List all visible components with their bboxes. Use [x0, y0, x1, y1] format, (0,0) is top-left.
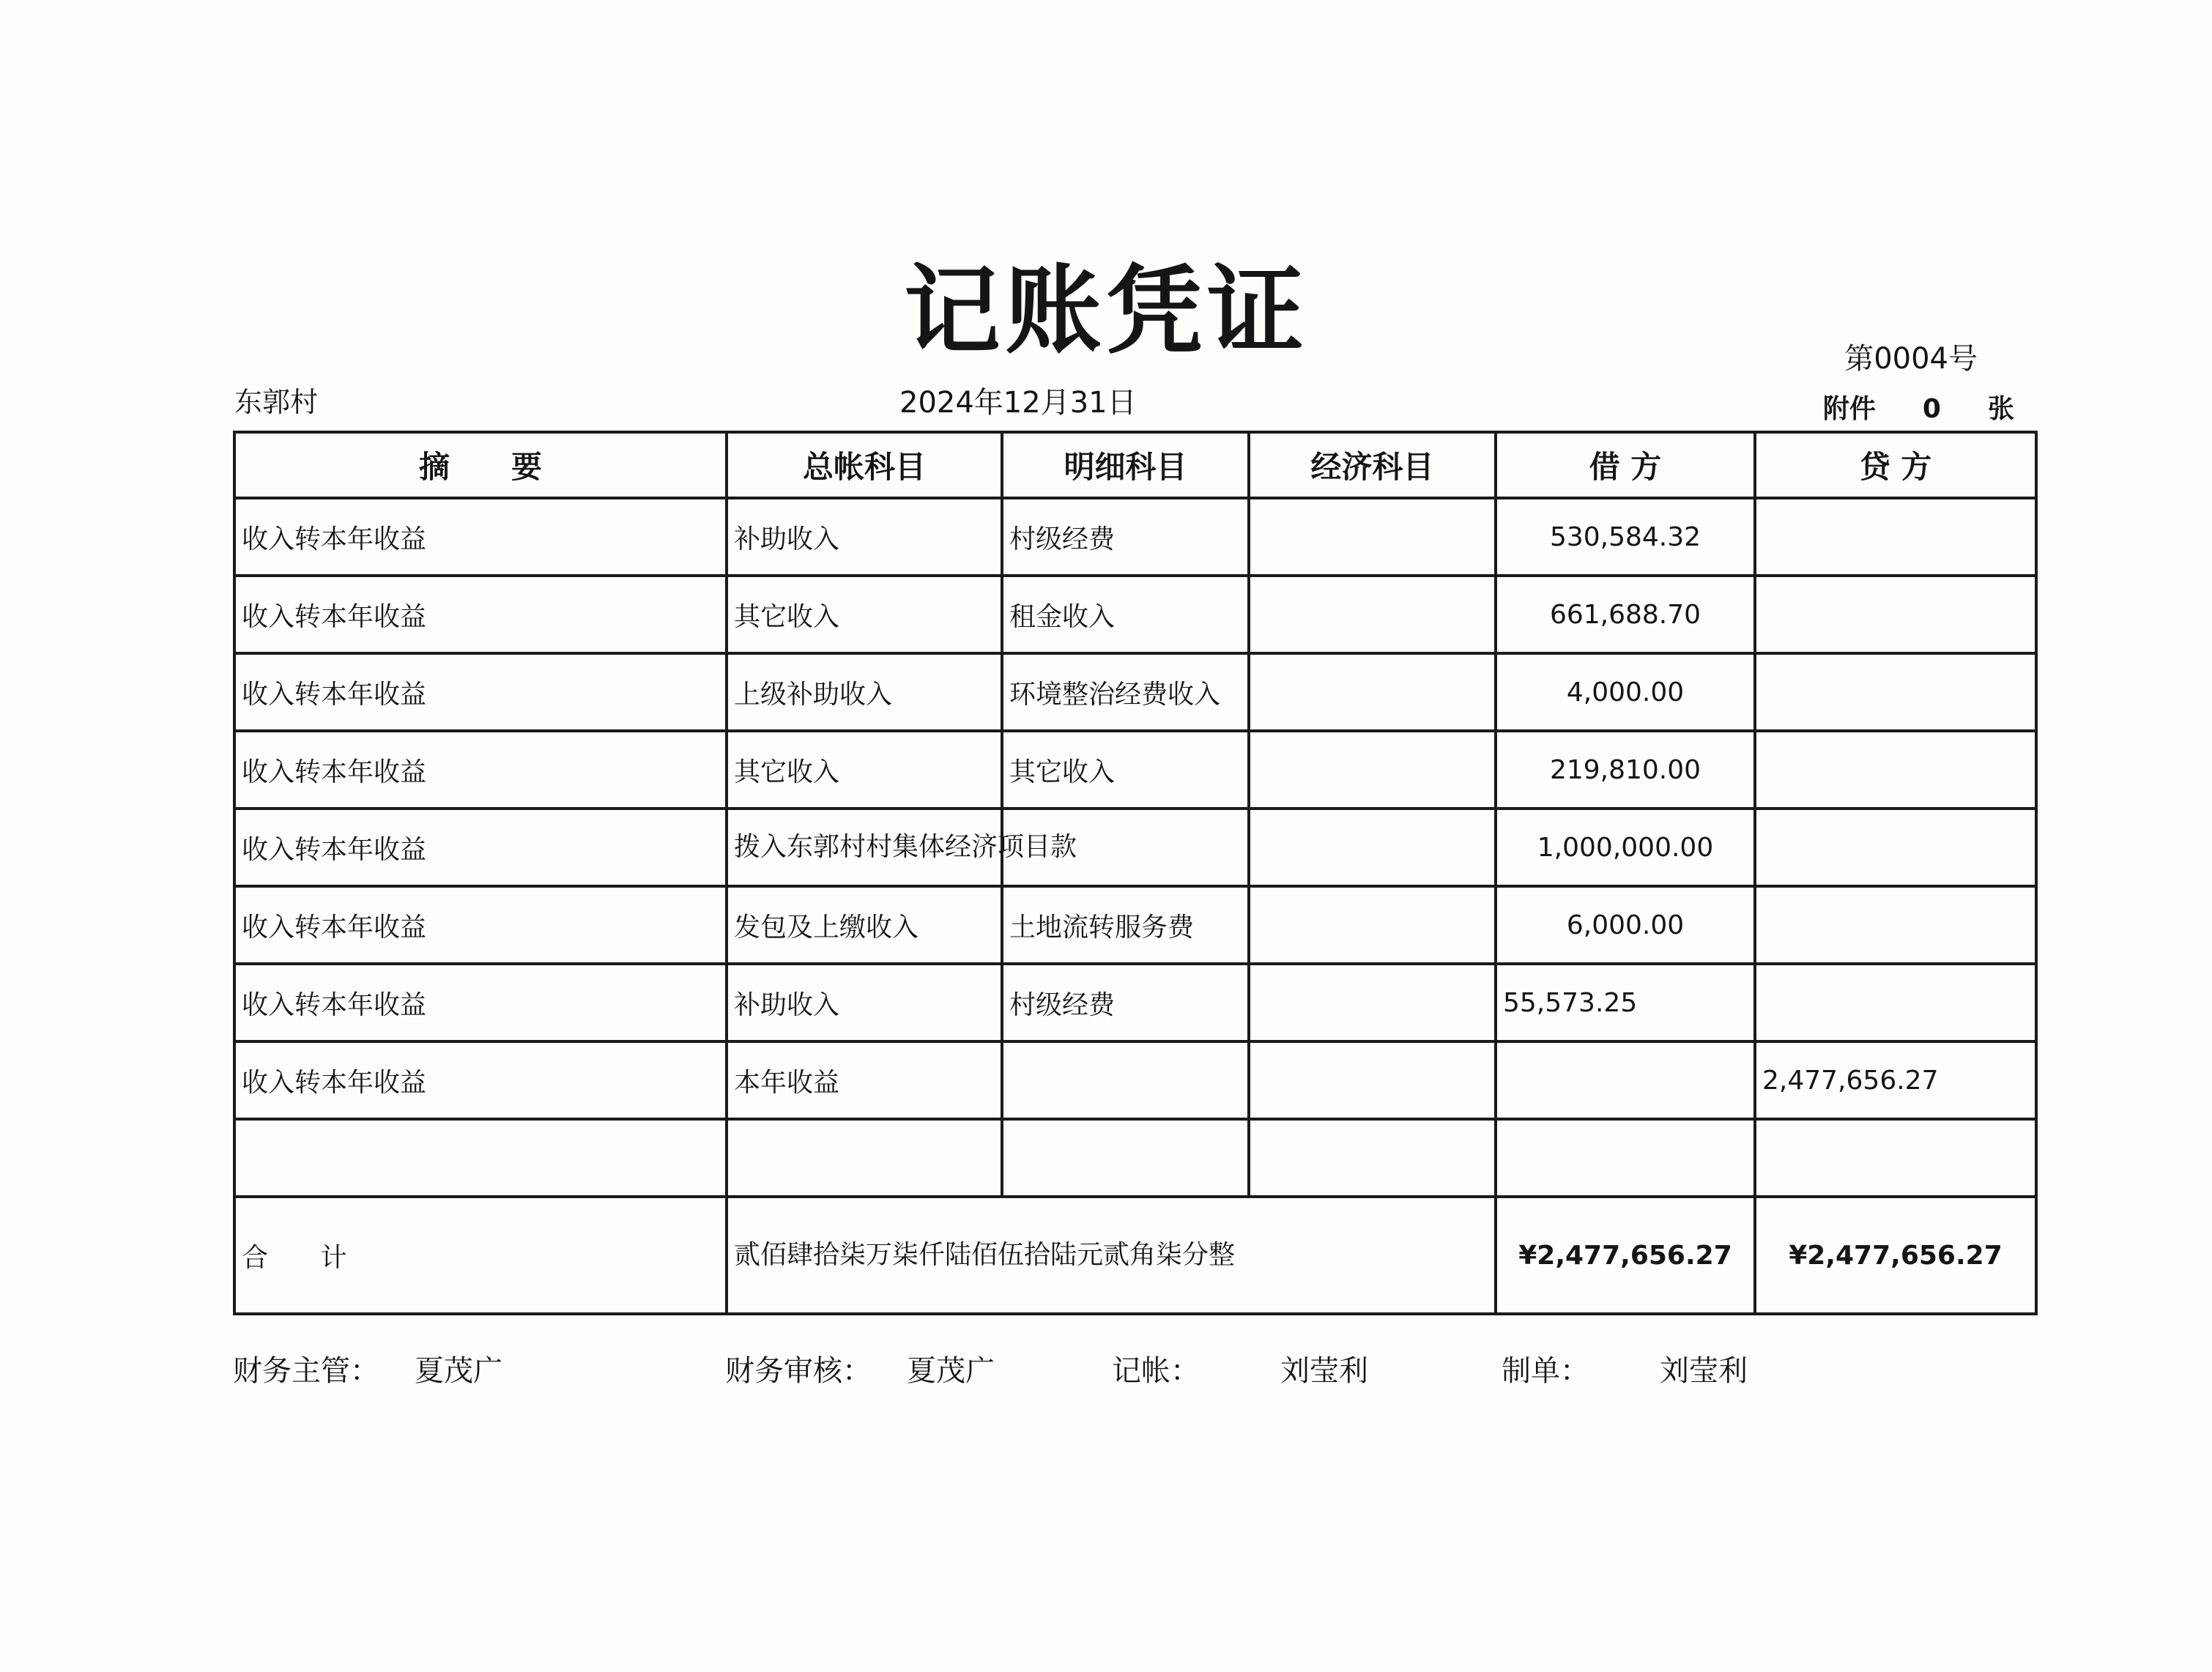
row-detail-account: 村级经费: [1002, 964, 1249, 1041]
voucher-title: 记账凭证: [904, 254, 1308, 368]
row-economic-account: [1249, 964, 1496, 1041]
table-row: [234, 886, 2036, 964]
row-detail-account: 租金收入: [1002, 576, 1249, 653]
voucher-date: 2024年12月31日: [899, 386, 1137, 420]
row-general-account: 补助收入: [727, 964, 1002, 1041]
attachments-number: 0: [1922, 394, 1941, 424]
header-detail-account: 明细科目: [1002, 432, 1249, 498]
table-row: [234, 731, 2036, 809]
signature-name: 夏茂广: [415, 1354, 502, 1388]
row-economic-account: [1249, 653, 1496, 731]
header-debit: 借 方: [1496, 432, 1755, 498]
signature-label: 记帐：: [1112, 1354, 1200, 1388]
row-economic-account: [1249, 498, 1496, 576]
row-debit: 6,000.00: [1496, 886, 1755, 964]
row-credit: [1755, 964, 2036, 1041]
header-economic-account: 经济科目: [1249, 432, 1496, 498]
row-credit: [1755, 809, 2036, 886]
attachments-count: [1823, 388, 2014, 426]
row-debit: 530,584.32: [1496, 498, 1755, 576]
voucher-number: 第0004号: [1844, 342, 1978, 376]
header-summary: 摘 要: [234, 432, 727, 498]
row-credit: [1755, 498, 2036, 576]
row-detail-account: 环境整治经费收入: [1002, 653, 1249, 731]
total-row: [234, 1197, 2036, 1314]
signature-label: 制单：: [1502, 1354, 1589, 1388]
row-general-account: 发包及上缴收入: [727, 886, 1002, 964]
row-general-account: 其它收入: [727, 576, 1002, 653]
row-credit: [1755, 886, 2036, 964]
header-general-account: 总帐科目: [727, 432, 1002, 498]
row-general-account: 拨入东郭村村集体经济项目款: [727, 809, 1002, 886]
table-row: [234, 653, 2036, 731]
signature-preparer: [1502, 1348, 1748, 1389]
row-general-account: [727, 1119, 1002, 1197]
total-label: 合 计: [234, 1197, 727, 1314]
row-detail-account: [1002, 1041, 1249, 1119]
total-credit: ¥2,477,656.27: [1755, 1197, 2036, 1314]
row-summary: 收入转本年收益: [234, 576, 727, 653]
row-summary: 收入转本年收益: [234, 653, 727, 731]
row-summary: 收入转本年收益: [234, 498, 727, 576]
attachments-unit: 张: [1987, 394, 2014, 424]
row-credit: [1755, 731, 2036, 809]
signature-bookkeeper: [1112, 1348, 1368, 1389]
row-debit: [1496, 1119, 1755, 1197]
table-header-row: [234, 432, 2036, 498]
signature-finance-supervisor: [233, 1348, 502, 1389]
row-economic-account: [1249, 1041, 1496, 1119]
row-economic-account: [1249, 1119, 1496, 1197]
total-amount-in-words: 贰佰肆拾柒万柒仟陆佰伍拾陆元贰角柒分整: [727, 1197, 1496, 1314]
row-summary: 收入转本年收益: [234, 809, 727, 886]
row-detail-account: 村级经费: [1002, 498, 1249, 576]
row-general-account: 本年收益: [727, 1041, 1002, 1119]
row-economic-account: [1249, 576, 1496, 653]
row-general-account: 其它收入: [727, 731, 1002, 809]
signature-label: 财务审核：: [725, 1354, 872, 1388]
row-debit: 4,000.00: [1496, 653, 1755, 731]
row-detail-account: 土地流转服务费: [1002, 886, 1249, 964]
table-row: [234, 964, 2036, 1041]
signature-finance-auditor: [725, 1348, 995, 1389]
row-credit: [1755, 576, 2036, 653]
voucher-table: [233, 431, 2038, 1315]
signature-name: 刘莹利: [1660, 1354, 1748, 1388]
row-summary: 收入转本年收益: [234, 1041, 727, 1119]
signature-name: 夏茂广: [907, 1354, 995, 1388]
row-summary: 收入转本年收益: [234, 731, 727, 809]
row-debit: 661,688.70: [1496, 576, 1755, 653]
row-summary: [234, 1119, 727, 1197]
row-debit: 1,000,000.00: [1496, 809, 1755, 886]
table-row: [234, 809, 2036, 886]
row-summary: 收入转本年收益: [234, 964, 727, 1041]
row-credit: [1755, 653, 2036, 731]
row-detail-account: 其它收入: [1002, 731, 1249, 809]
row-debit: 219,810.00: [1496, 731, 1755, 809]
table-row: [234, 576, 2036, 653]
signature-label: 财务主管：: [233, 1354, 379, 1388]
table-row: [234, 1041, 2036, 1119]
row-economic-account: [1249, 886, 1496, 964]
row-summary: 收入转本年收益: [234, 886, 727, 964]
table-row: [234, 498, 2036, 576]
row-economic-account: [1249, 731, 1496, 809]
attachments-label: 附件: [1822, 394, 1876, 424]
organization-name: 东郭村: [234, 386, 319, 418]
row-debit: 55,573.25: [1496, 964, 1755, 1041]
row-general-account: 上级补助收入: [727, 653, 1002, 731]
row-economic-account: [1249, 809, 1496, 886]
signature-name: 刘莹利: [1280, 1354, 1368, 1388]
table-row-empty: [234, 1119, 2036, 1197]
row-credit: [1755, 1119, 2036, 1197]
row-general-account: 补助收入: [727, 498, 1002, 576]
row-credit: 2,477,656.27: [1755, 1041, 2036, 1119]
row-debit: [1496, 1041, 1755, 1119]
header-credit: 贷 方: [1755, 432, 2036, 498]
total-debit: ¥2,477,656.27: [1496, 1197, 1755, 1314]
row-detail-account: [1002, 1119, 1249, 1197]
